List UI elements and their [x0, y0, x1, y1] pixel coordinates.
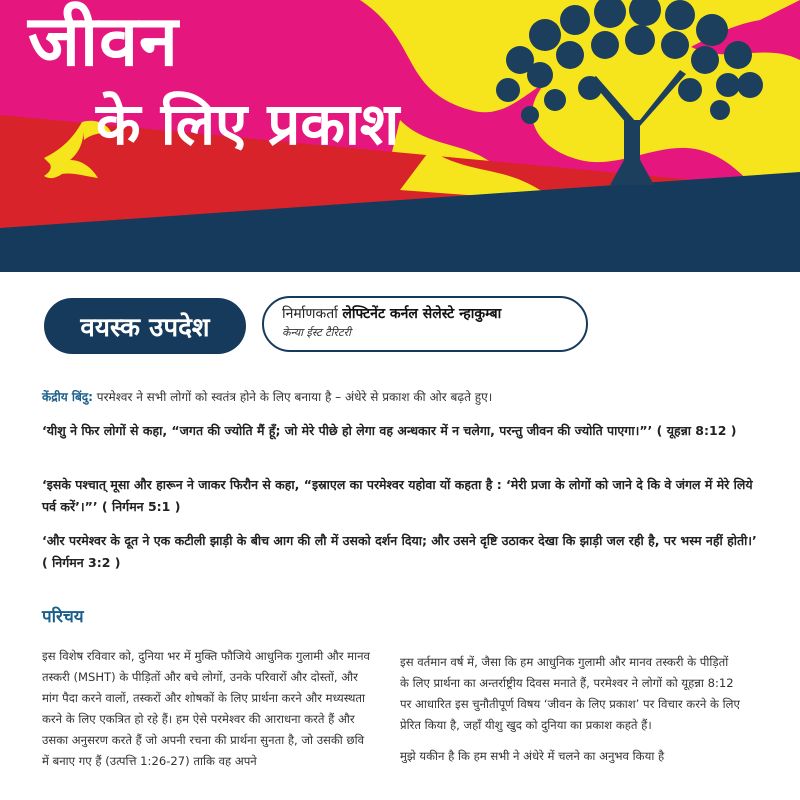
right-paragraph-1: इस वर्तमान वर्ष में, जैसा कि हम आधुनिक गुलामी और मानव तस्करी के पीड़ितों के लिए प्रार्थना का अन्तर्राष्ट्रीय दिवस मनाते हैं, परमेश्वर ने लोगों को यूहन्ना 8:12 पर आधारित इस चुनौतीपूर्ण विषय ‘जीवन के लिए प्रकाश’ पर विचार करने के लिए प्रेरित किया है, जहाँ यीशु खुद को दुनिया का प्रकाश कहते हैं।: [400, 655, 740, 732]
scripture-quote-3: ‘और परमेश्वर के दूत ने एक कटीली झाड़ी के बीच आग की लौ में उसको दर्शन दिया; और उसने दृष्टि उठाकर देखा कि झाड़ी जल रही है, पर भस्म नहीं होती।’ ( निर्गमन 3:2 ): [42, 533, 757, 570]
author-name: लेफ्टिनेंट कर्नल सेलेस्टे न्हाकुम्बा: [342, 306, 502, 322]
section-heading: परिचय: [42, 607, 84, 627]
author-territory: केन्या ईस्ट टैरिटरी: [282, 326, 351, 339]
scripture-quote-1: ‘यीशु ने फिर लोगों से कहा, “जगत की ज्योति मैं हूँ; जो मेरे पीछे हो लेगा वह अन्धकार में न चलेगा, परन्तु जीवन की ज्योति पाएगा।”’ ( यूहन्ना 8:12 ): [42, 423, 737, 438]
right-paragraph-2: मुझे यकीन है कि हम सभी ने अंधेरे में चलने का अनुभव किया है: [400, 749, 665, 763]
focal-point: [42, 388, 762, 405]
scripture-quote-2: ‘इसके पश्चात् मूसा और हारून ने जाकर फिरौन से कहा, “इस्राएल का परमेश्वर यहोवा यों कहता है : ‘मेरी प्रजा के लोगों को जाने दे कि वे जंगल में मेरे लिये पर्व करें’।”’ ( निर्गमन 5:1 ): [42, 477, 753, 514]
focal-point-label: केंद्रीय बिंदु:: [42, 390, 93, 404]
hero-banner: [0, 0, 800, 272]
author-line: [282, 304, 568, 323]
title-line-2: के लिए प्रकाश: [96, 90, 400, 158]
category-badge: वयस्क उपदेश: [44, 298, 246, 354]
author-box: [262, 296, 588, 352]
author-prefix: निर्माणकर्ता: [282, 306, 338, 322]
title-line-1: जीवन: [28, 0, 179, 82]
right-column: [400, 652, 740, 777]
focal-point-text: परमेश्वर ने सभी लोगों को स्वतंत्र होने के लिए बनाया है – अंधेरे से प्रकाश की ओर बढ़ते हुए।: [96, 390, 493, 404]
left-column-text: इस विशेष रविवार को, दुनिया भर में मुक्ति फौजिये आधुनिक गुलामी और मानव तस्करी (MSHT) के पीड़ितों और बचे लोगों, उनके परिवारों और दोस्तों, और मांग पैदा करने वालों, तस्करों और शोषकों के लिए प्रार्थना करने और मध्यस्थता करने के लिए एकत्रित हो रहे हैं। हम ऐसे परमेश्वर की आराधना करते हैं और उसका अनुसरण करते हैं जो अपनी रचना की प्रार्थना सुनता है, जो उसकी छवि में बनाए गए हैं (उत्पत्ति 1:26-27) ताकि वह अपने: [42, 649, 371, 768]
